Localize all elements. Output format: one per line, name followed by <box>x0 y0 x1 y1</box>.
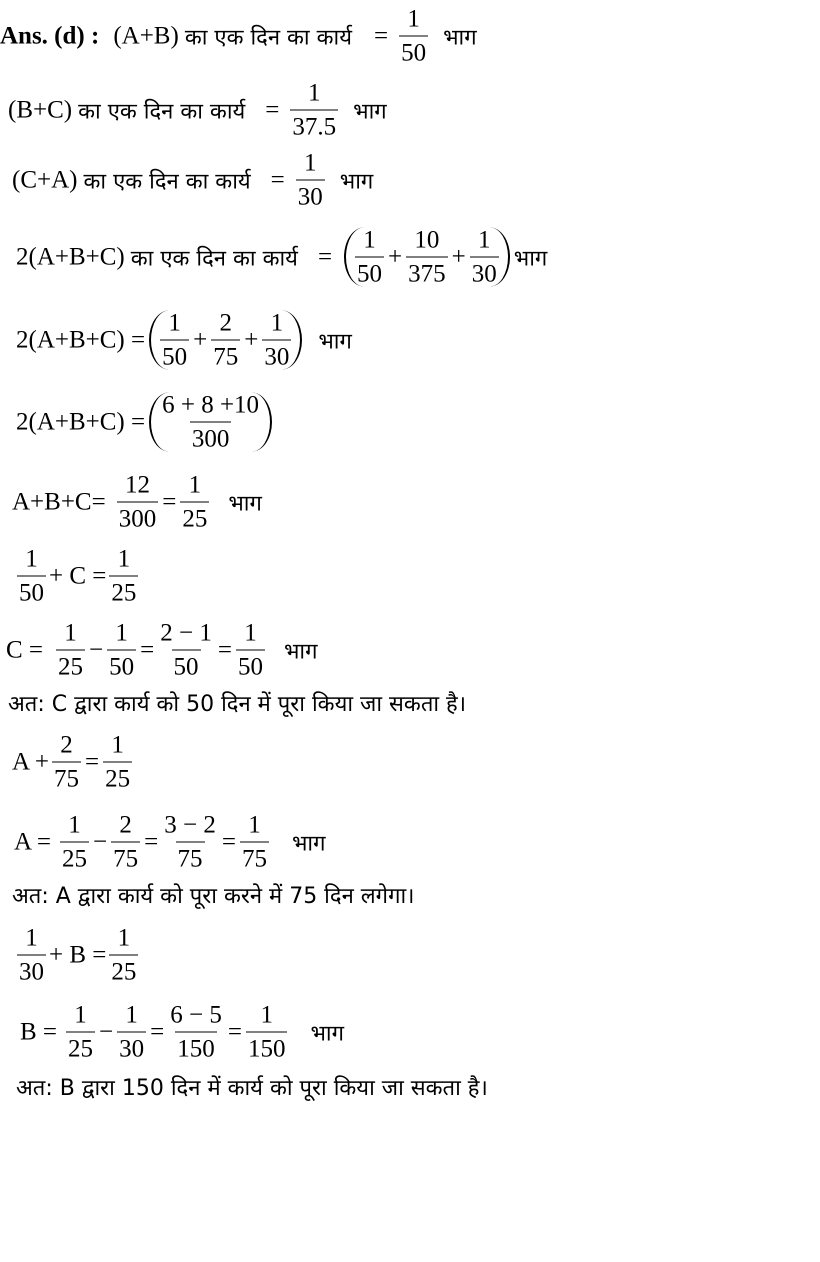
lhs-math: (C+A) <box>12 166 78 193</box>
fraction: $\frac{1}{25}$ <box>182 471 208 533</box>
lhs-text: का एक दिन का कार्य <box>78 99 246 124</box>
fraction: $\frac{1}{75}$ <box>241 811 267 873</box>
lhs-math: 2(A+B+C) = <box>16 408 146 435</box>
lhs-math: C = <box>6 636 44 663</box>
equals-sign: = <box>270 166 285 193</box>
fraction: $\frac{1}{25}$ <box>111 924 137 986</box>
equals-sign: = <box>265 96 280 123</box>
fraction: $\frac{1}{30}$ <box>19 924 44 986</box>
equals-sign: = <box>85 748 100 775</box>
minus-sign: − <box>89 636 104 663</box>
expression-middle: + B = <box>49 941 107 968</box>
unit-label: भाग <box>318 329 352 354</box>
equals-sign: = <box>227 1018 242 1045</box>
fraction: $\frac{1}{25}$ <box>62 811 88 873</box>
lhs-math: B = <box>20 1018 58 1045</box>
plus-sign: + <box>451 243 466 270</box>
fraction: $\frac{2}{75}$ <box>113 811 139 873</box>
parenthesis-group <box>344 228 510 287</box>
minus-sign: − <box>93 828 108 855</box>
unit-label: भाग <box>228 491 262 516</box>
lhs-math: (A+B) <box>113 22 179 49</box>
fraction: $\frac{1}{50}$ <box>109 619 135 681</box>
fraction: $\frac{1}{50}$ <box>19 545 44 607</box>
equals-sign: = <box>317 243 333 270</box>
lhs-math: A + <box>12 748 50 775</box>
parenthesis-group <box>149 311 302 370</box>
unit-label: भाग <box>513 246 548 271</box>
unit-label: भाग <box>283 639 318 664</box>
fraction: $\frac{1}{50}$ <box>237 619 263 681</box>
lhs-math: A = <box>14 828 52 855</box>
equals-sign: = <box>221 828 236 855</box>
fraction: $\frac{6 - 5}{150}$ <box>170 1001 222 1063</box>
lhs-math: A+B+C= <box>12 488 106 515</box>
fraction: $\frac{2}{75}$ <box>54 731 80 793</box>
conclusion-text: अत: C द्वारा कार्य को 50 दिन में पूरा किया जा सकता है। <box>8 692 467 717</box>
unit-label: भाग <box>443 25 477 50</box>
conclusion-text: अत: B द्वारा 150 दिन में कार्य को पूरा किया जा सकता है। <box>16 1076 488 1101</box>
unit-label: भाग <box>310 1021 345 1046</box>
fraction: $\frac{1}{50}$ <box>162 309 188 371</box>
fraction: $\frac{2 - 1}{50}$ <box>160 619 212 681</box>
fraction: $\frac{1}{50}$ <box>401 5 427 67</box>
equals-sign: = <box>373 22 389 49</box>
plus-sign: + <box>193 326 208 353</box>
conclusion-text: अत: A द्वारा कार्य को पूरा करने में 75 दिन लगेगा। <box>12 884 415 909</box>
fraction: $\frac{1}{30}$ <box>264 309 290 371</box>
fraction: $\frac{1}{50}$ <box>357 226 383 288</box>
equals-sign: = <box>162 488 177 515</box>
lhs-math: 2(A+B+C) <box>16 243 125 270</box>
unit-label: भाग <box>353 99 387 124</box>
unit-label: भाग <box>339 169 374 194</box>
lhs-text: का एक दिन का कार्य <box>83 169 251 194</box>
lhs-text: का एक दिन का कार्य <box>130 246 298 271</box>
fraction: $\frac{1}{25}$ <box>58 619 84 681</box>
fraction: $\frac{6 + 8 +10}{300}$ <box>162 391 260 453</box>
equals-sign: = <box>140 636 155 663</box>
fraction: $\frac{1}{30}$ <box>119 1001 145 1063</box>
fraction: $\frac{1}{30}$ <box>471 226 497 288</box>
equals-sign: = <box>150 1018 165 1045</box>
parenthesis-group <box>149 393 272 452</box>
answer-label: Ans. (d) : <box>0 22 100 49</box>
equals-sign: = <box>217 636 232 663</box>
fraction: $\frac{1}{150}$ <box>247 1001 286 1063</box>
fraction: $\frac{1}{37.5}$ <box>292 79 337 141</box>
fraction: $\frac{1}{25}$ <box>68 1001 94 1063</box>
plus-sign: + <box>244 326 259 353</box>
fraction: $\frac{12}{300}$ <box>118 471 157 533</box>
lhs-math: 2(A+B+C) = <box>16 326 146 353</box>
unit-label: भाग <box>291 831 326 856</box>
minus-sign: − <box>99 1018 114 1045</box>
fraction: $\frac{1}{30}$ <box>297 149 323 211</box>
fraction: $\frac{3 - 2}{75}$ <box>164 811 216 873</box>
plus-sign: + <box>388 243 403 270</box>
equals-sign: = <box>144 828 159 855</box>
lhs-math: (B+C) <box>8 96 73 123</box>
fraction: $\frac{1}{25}$ <box>105 731 131 793</box>
fraction: $\frac{10}{375}$ <box>408 226 446 288</box>
lhs-text: का एक दिन का कार्य <box>184 25 352 50</box>
fraction: $\frac{2}{75}$ <box>213 309 239 371</box>
fraction: $\frac{1}{25}$ <box>111 545 137 607</box>
expression-middle: + C = <box>49 562 107 589</box>
